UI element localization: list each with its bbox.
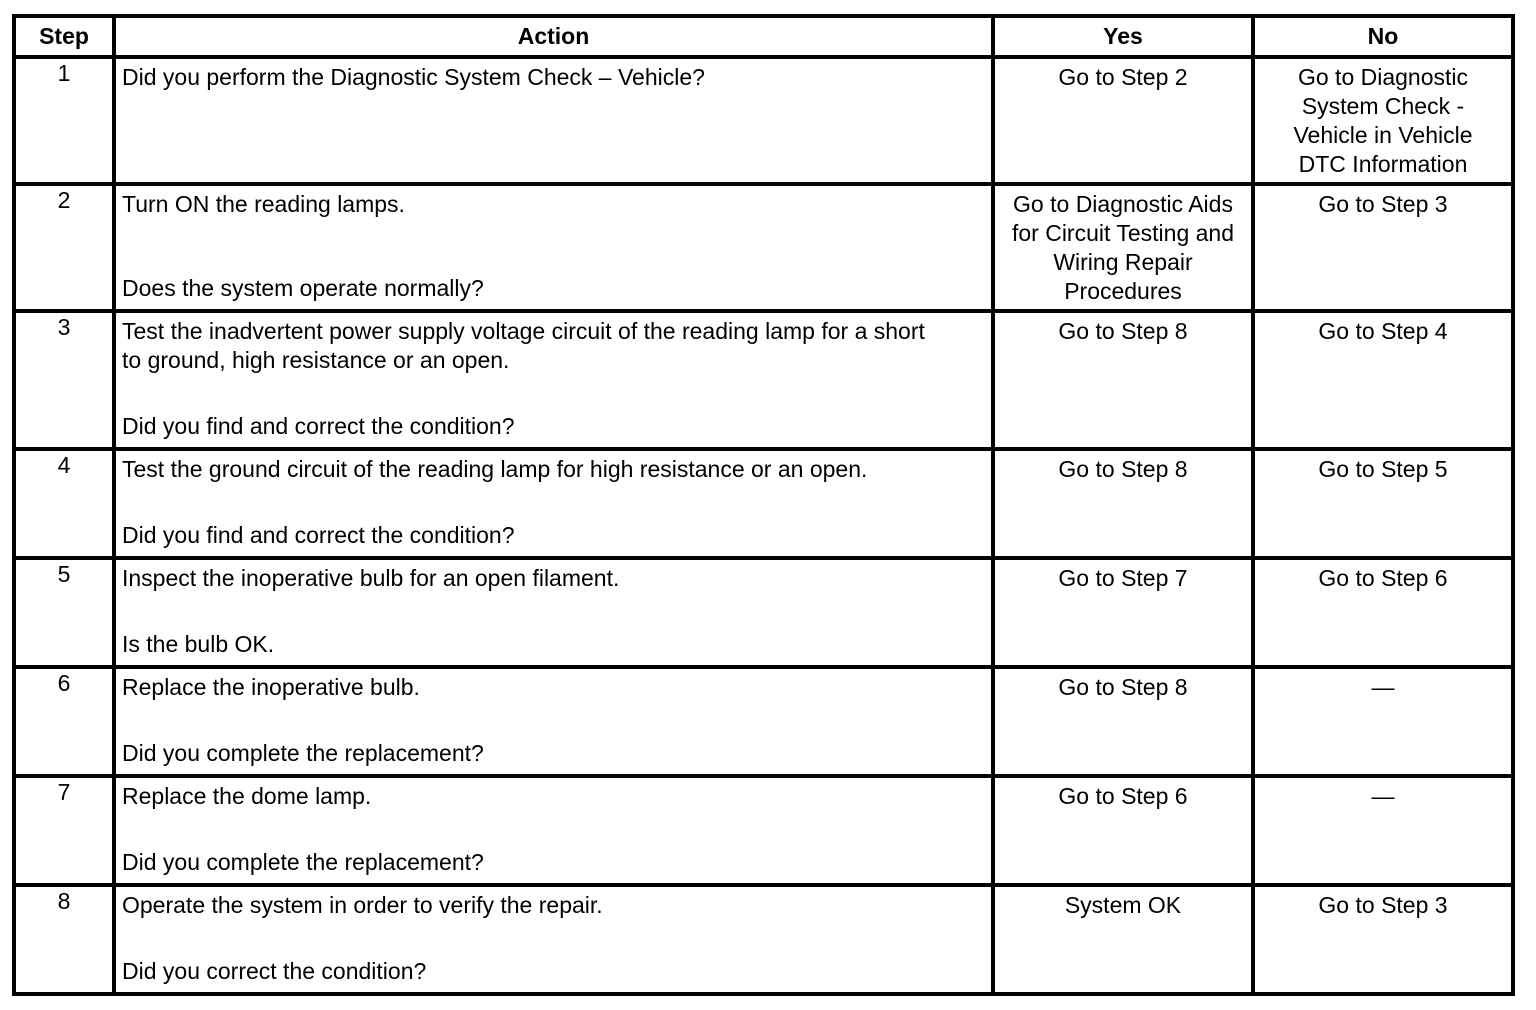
step-number: 1 — [14, 57, 114, 184]
step-number: 2 — [14, 184, 114, 311]
action-instruction: Test the ground circuit of the reading lamp for high resistance or an open. — [122, 456, 868, 482]
step-number: 6 — [14, 667, 114, 776]
table-row — [14, 184, 1513, 311]
action-question: Does the system operate normally? — [122, 275, 484, 301]
step-number: 7 — [14, 776, 114, 885]
action-question: Did you find and correct the condition? — [122, 522, 515, 548]
action-cell — [114, 776, 993, 885]
action-question: Is the bulb OK. — [122, 631, 275, 657]
action-instruction: Replace the dome lamp. — [122, 783, 372, 809]
action-question: Did you complete the replacement? — [122, 849, 484, 875]
action-question: Did you correct the condition? — [122, 958, 427, 984]
action-instruction: Did you perform the Diagnostic System Check – Vehicle? — [122, 64, 705, 90]
table-row — [14, 885, 1513, 994]
table-row — [14, 558, 1513, 667]
action-cell — [114, 558, 993, 667]
step-number: 4 — [14, 449, 114, 558]
action-question: Did you find and correct the condition? — [122, 413, 515, 439]
header-no: No — [1253, 16, 1513, 57]
action-cell — [114, 885, 993, 994]
no-result: — — [1253, 776, 1513, 885]
table-row — [14, 311, 1513, 449]
step-number: 8 — [14, 885, 114, 994]
action-cell — [114, 57, 993, 184]
action-instruction: Inspect the inoperative bulb for an open filament. — [122, 565, 620, 591]
table-row — [14, 667, 1513, 776]
action-cell — [114, 184, 993, 311]
step-number: 5 — [14, 558, 114, 667]
no-result: Go to Step 3 — [1253, 885, 1513, 994]
header-step: Step — [14, 16, 114, 57]
no-result: Go to Step 6 — [1253, 558, 1513, 667]
diagnostic-table — [12, 14, 1515, 996]
no-result: Go to Diagnostic System Check - Vehicle in Vehicle DTC Information — [1253, 57, 1513, 184]
yes-result: Go to Step 6 — [993, 776, 1253, 885]
yes-result: Go to Diagnostic Aids for Circuit Testing and Wiring Repair Procedures — [993, 184, 1253, 311]
action-instruction: Replace the inoperative bulb. — [122, 674, 420, 700]
action-cell — [114, 449, 993, 558]
yes-result: Go to Step 7 — [993, 558, 1253, 667]
no-result: Go to Step 4 — [1253, 311, 1513, 449]
action-instruction: Operate the system in order to verify the repair. — [122, 892, 603, 918]
header-yes: Yes — [993, 16, 1253, 57]
no-result: Go to Step 3 — [1253, 184, 1513, 311]
action-question: Did you complete the replacement? — [122, 740, 484, 766]
table-row — [14, 776, 1513, 885]
yes-result: Go to Step 8 — [993, 667, 1253, 776]
action-instruction: Test the inadvertent power supply voltage circuit of the reading lamp for a short to ground, high resistance or an open. — [122, 318, 925, 373]
action-cell — [114, 667, 993, 776]
yes-result: Go to Step 8 — [993, 311, 1253, 449]
table-row — [14, 57, 1513, 184]
header-action: Action — [114, 16, 993, 57]
header-row — [14, 16, 1513, 57]
yes-result: System OK — [993, 885, 1253, 994]
step-number: 3 — [14, 311, 114, 449]
table-row — [14, 449, 1513, 558]
no-result: Go to Step 5 — [1253, 449, 1513, 558]
no-result: — — [1253, 667, 1513, 776]
yes-result: Go to Step 2 — [993, 57, 1253, 184]
action-cell — [114, 311, 993, 449]
action-instruction: Turn ON the reading lamps. — [122, 191, 405, 217]
yes-result: Go to Step 8 — [993, 449, 1253, 558]
